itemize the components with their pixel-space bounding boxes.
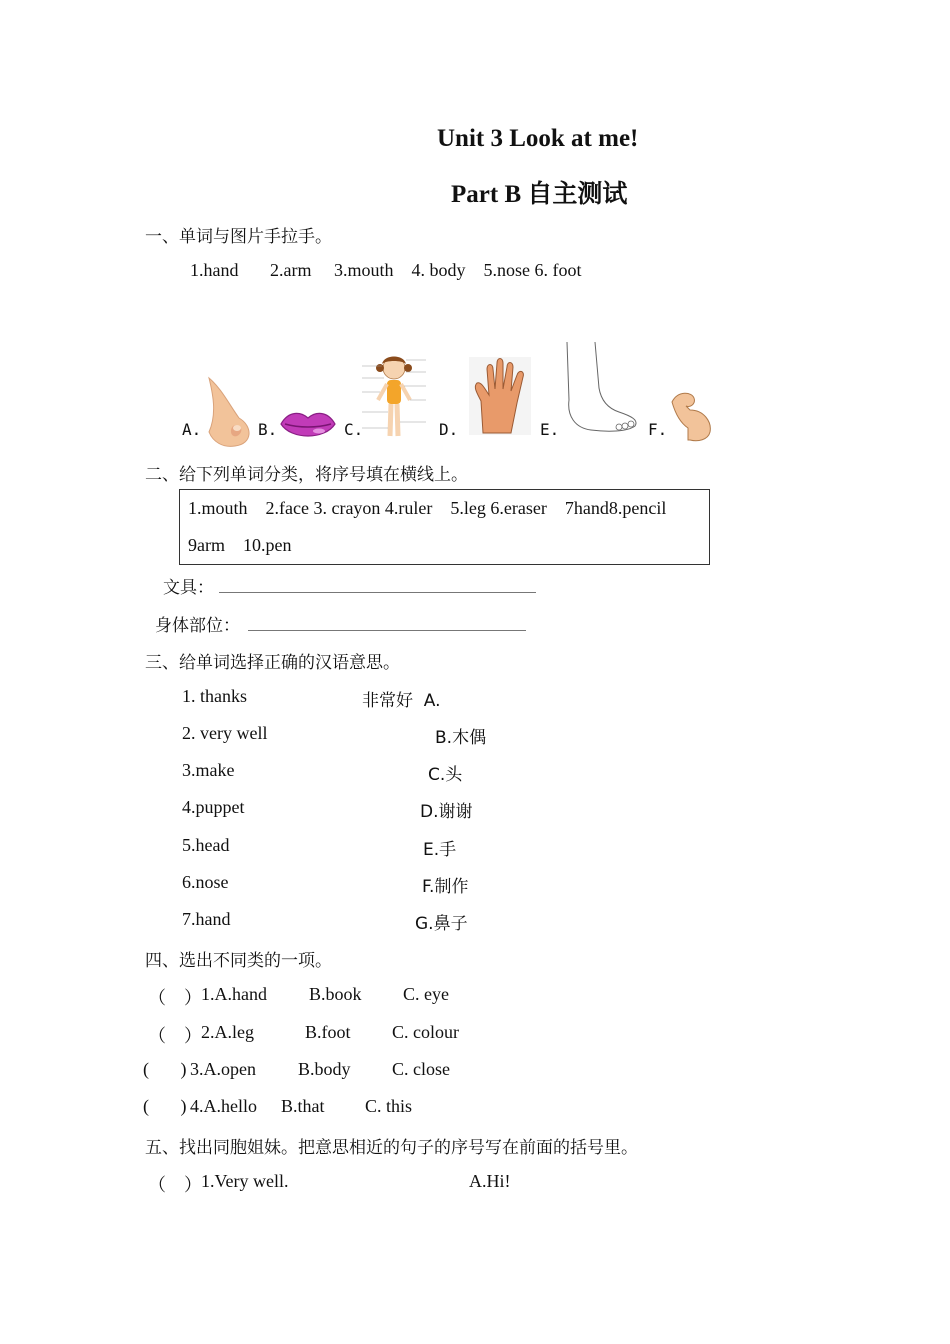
category-body-label: 身体部位： [155,616,240,636]
section4-heading: 四、选出不同类的一项。 [145,951,332,971]
section1-heading: 一、单词与图片手拉手。 [145,227,332,247]
match-word: 1. thanks [182,686,247,706]
match-meaning: E.手 [423,840,457,860]
sentence-right: A.Hi! [469,1171,511,1191]
match-word: 4.puppet [182,797,245,817]
arm-icon [668,388,714,442]
word-box-line2: 9arm 10.pen [188,535,292,555]
label-d: D. [439,420,459,439]
match-word: 7.hand [182,909,231,929]
page-subtitle: Part B 自主测试 [451,181,628,208]
question-option-a: 2.A.leg [201,1022,254,1042]
match-meaning: G.鼻子 [415,914,468,934]
sentence-left: 1.Very well. [201,1171,289,1191]
body-answer-line[interactable] [248,630,526,631]
question-option-c: C. colour [392,1022,459,1042]
question-option-b: B.that [281,1096,325,1116]
question-option-b: B.book [309,984,362,1004]
section2-heading: 二、给下列单词分类，将序号填在横线上。 [145,465,468,485]
question-option-a: 4.A.hello [190,1096,257,1116]
question-option-a: 1.A.hand [201,984,267,1004]
foot-icon [561,340,641,436]
question-option-c: C. eye [403,984,449,1004]
answer-bracket[interactable]: ( ) [143,1059,187,1079]
section3-heading: 三、给单词选择正确的汉语意思。 [145,653,400,673]
match-word: 5.head [182,835,230,855]
nose-icon [199,374,255,450]
match-meaning: F.制作 [422,877,469,897]
question-option-a: 3.A.open [190,1059,256,1079]
hand-icon [469,357,531,435]
label-a: A. [182,420,202,439]
answer-bracket[interactable]: （ ） [148,1026,202,1046]
answer-bracket[interactable]: ( ) [143,1096,187,1116]
match-meaning: 非常好 A. [362,691,441,711]
word-box-line1: 1.mouth 2.face 3. crayon 4.ruler 5.leg 6.eraser 7hand8.pencil [188,498,667,518]
match-meaning: D.谢谢 [420,802,473,822]
section1-words: 1.hand 2.arm 3.mouth 4. body 5.nose 6. foot [190,260,582,280]
match-meaning: B.木偶 [435,728,487,748]
question-option-b: B.body [298,1059,351,1079]
category-stationery-label: 文具： [163,578,214,598]
section5-heading: 五、找出同胞姐妹。把意思相近的句子的序号写在前面的括号里。 [145,1138,638,1158]
word-box [179,489,710,565]
body-chart-icon [358,352,430,444]
label-e: E. [540,420,560,439]
match-word: 3.make [182,760,235,780]
question-option-c: C. close [392,1059,450,1079]
label-c: C. [344,420,364,439]
stationery-answer-line[interactable] [219,592,536,593]
label-f: F. [648,420,668,439]
question-option-c: C. this [365,1096,413,1116]
label-b: B. [258,420,278,439]
question-option-b: B.foot [305,1022,351,1042]
lips-icon [279,408,337,442]
match-word: 2. very well [182,723,268,743]
match-word: 6.nose [182,872,229,892]
answer-bracket[interactable]: （ ） [148,1175,202,1195]
answer-bracket[interactable]: （ ） [148,988,202,1008]
match-meaning: C.头 [428,765,463,785]
page-title: Unit 3 Look at me! [437,125,639,152]
